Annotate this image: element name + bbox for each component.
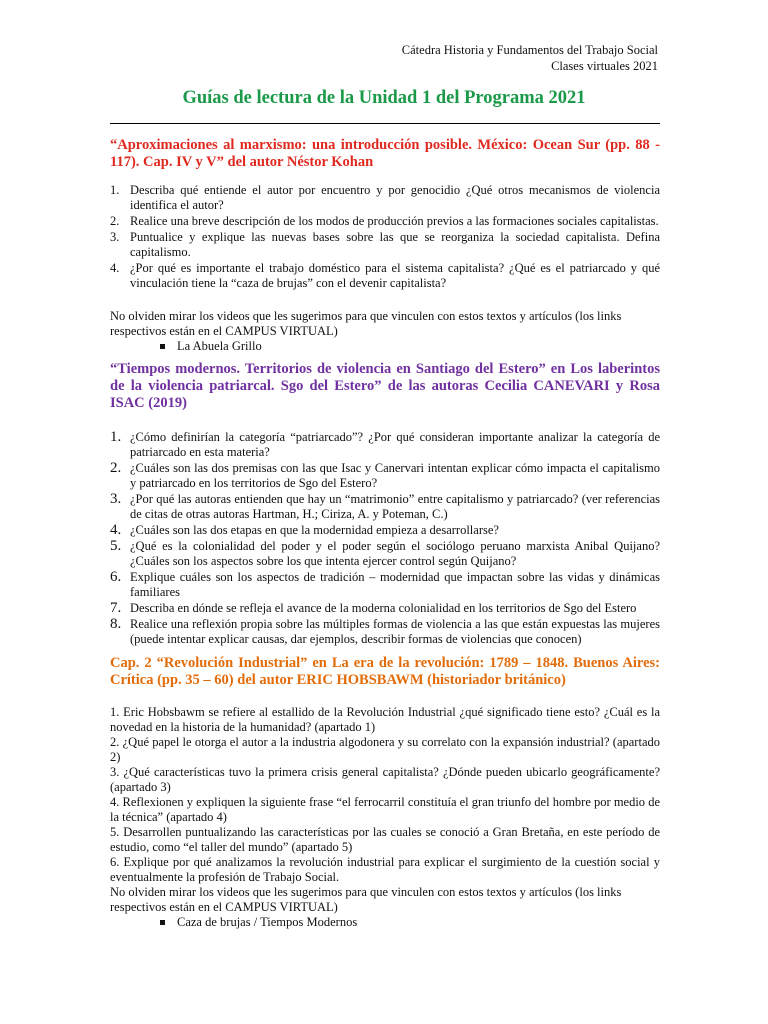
title-rule	[110, 123, 660, 124]
list-item: 3. ¿Por qué las autoras entienden que hay un “matrimonio” entre capitalismo y patriarcado? (ver referencias de citas de otras autoras Hartman, H.; Ciriza, A. y Poteman, C.)	[110, 491, 660, 521]
section2-heading: “Tiempos modernos. Territorios de violencia en Santiago del Estero” en Los laberintos de la violencia patriarcal. Sgo del Estero” de las autoras Cecilia CANEVARI y Rosa ISAC (2019)	[110, 361, 660, 411]
header-classes: Clases virtuales 2021	[551, 59, 658, 73]
list-item: 6. Explique por qué analizamos la revolución industrial para explicar el surgimiento de la cuestión social y eventualmente la profesión de Trabajo Social.	[110, 855, 660, 884]
list-item: 7. Describa en dónde se refleja el avance de la moderna colonialidad en los territorios de Sgo del Estero	[110, 600, 637, 616]
list-item: 2. ¿Qué papel le otorga el autor a la industria algodonera y su correlato con la expansión industrial? (apartado 2)	[110, 735, 660, 764]
section1-heading: “Aproximaciones al marxismo: una introducción posible. México: Ocean Sur (pp. 88 - 117). Cap. IV y V” del autor Néstor Kohan	[110, 137, 660, 170]
list-item: 4. ¿Cuáles son las dos etapas en que la modernidad empieza a desarrollarse?	[110, 522, 499, 538]
list-item: 1. Describa qué entiende el autor por encuentro y por genocidio ¿Qué otros mecanismos de violencia identifica el autor?	[110, 183, 660, 212]
list-item: 5. Desarrollen puntualizando las características por las cuales se conoció a Gran Bretaña, en este período de estudio, como “el taller del mundo” (apartado 5)	[110, 825, 660, 854]
list-item: 6. Explique cuáles son los aspectos de tradición – modernidad que impactan sobre las vidas y dinámicas familiares	[110, 569, 660, 599]
header-course: Cátedra Historia y Fundamentos del Trabajo Social	[401, 43, 658, 57]
list-item: 2. ¿Cuáles son las dos premisas con las que Isac y Canervari intentan explicar cómo impacta el capitalismo y patriarcado en los territorios de Sgo del Estero?	[110, 460, 660, 490]
list-item: 2. Realice una breve descripción de los modos de producción previos a las formaciones sociales capitalistas.	[110, 214, 659, 228]
section3-note: No olviden mirar los videos que les sugerimos para que vinculen con estos textos y artículos (los links respectivos están en el CAMPUS VIRTUAL)	[110, 885, 622, 914]
list-item: 5. ¿Qué es la colonialidad del poder y el poder según el sociólogo peruano marxista Anibal Quijano? ¿Cuáles son los aspectos sobre los que intenta ejercer control según Quijano?	[110, 538, 660, 568]
section1-note: No olviden mirar los videos que les sugerimos para que vinculen con estos textos y artículos (los links respectivos están en el CAMPUS VIRTUAL)	[110, 309, 622, 338]
list-item: 8. Realice una reflexión propia sobre las múltiples formas de violencia a las que están expuestas las mujeres (puede intentar explicar causas, dar ejemplos, describir formas de violencias que conocen)	[110, 616, 660, 646]
bullet-square-icon	[160, 920, 165, 925]
list-item: 1. ¿Cómo definirían la categoría “patriarcado”? ¿Por qué consideran importante analizar la categoría de patriarcado en esta materia?	[110, 429, 660, 459]
section1-questions	[110, 183, 660, 292]
bullet-square-icon	[160, 344, 165, 349]
list-item: 4. Reflexionen y expliquen la siguiente frase “el ferrocarril constituía el gran triunfo del hombre por medio de la técnica” (apartado 4)	[110, 795, 660, 824]
list-item: 3. ¿Qué características tuvo la primera crisis general capitalista? ¿Dónde pueden ubicarlo geográficamente? (apartado 3)	[110, 765, 660, 794]
list-item: 4. ¿Por qué es importante el trabajo doméstico para el sistema capitalista? ¿Qué es el patriarcado y qué vinculación tiene la “caza de brujas” con el devenir capitalista?	[110, 261, 660, 290]
list-item: 1. Eric Hobsbawm se refiere al estallido de la Revolución Industrial ¿qué significado tiene esto? ¿Cuál es la novedad en la historia de la humanidad? (apartado 1)	[110, 705, 660, 734]
section2-questions	[110, 430, 660, 648]
section3-video-bullet: Caza de brujas / Tiempos Modernos	[160, 915, 357, 930]
section3-questions	[110, 705, 660, 885]
section3-heading: Cap. 2 “Revolución Industrial” en La era de la revolución: 1789 – 1848. Buenos Aires: Crítica (pp. 35 – 60) del autor ERIC HOBSBAWM (historiador británico)	[110, 655, 660, 688]
section1-video-bullet: La Abuela Grillo	[160, 339, 262, 354]
list-item: 3. Puntualice y explique las nuevas bases sobre las que se reorganiza la sociedad capitalista. Defina capitalismo.	[110, 230, 660, 259]
page-title: Guías de lectura de la Unidad 1 del Programa 2021	[182, 88, 586, 108]
